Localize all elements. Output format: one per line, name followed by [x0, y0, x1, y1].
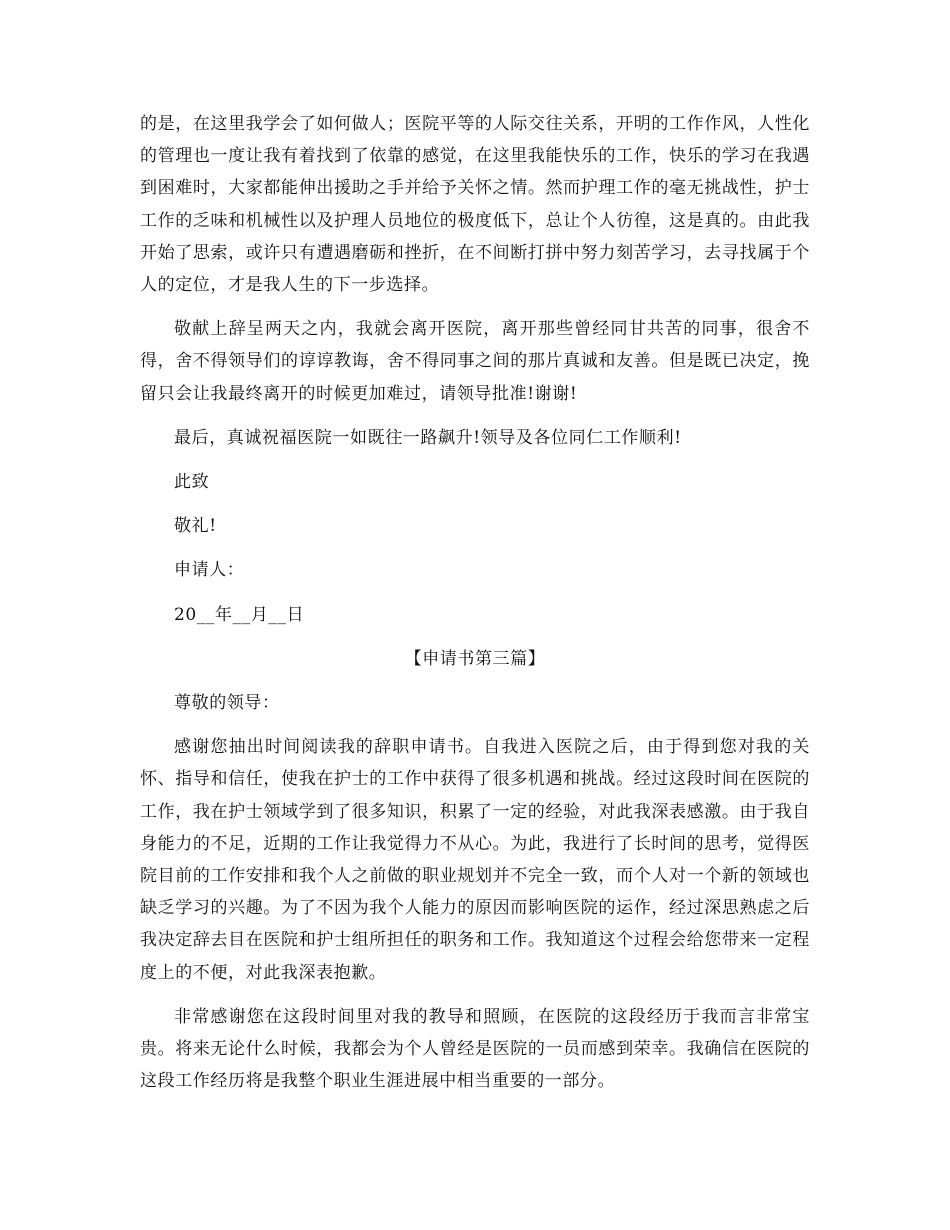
paragraph-continuation: 的是，在这里我学会了如何做人；医院平等的人际交往关系，开明的工作作风，人性化的管理也一度让我有着找到了依靠的感觉，在这里我能快乐的工作，快乐的学习在我遇到困难时，大家都能伸出援助之手并给予关怀之情。然而护理工作的毫无挑战性，护士工作的乏味和机械性以及护理人员地位的极度低下，总让个人彷徨，这是真的。由此我开始了思索，或许只有遭遇磨砺和挫折，在不间断打拼中努力刻苦学习，去寻找属于个人的定位，才是我人生的下一步选择。	[140, 114, 810, 296]
paragraph-resignation-notice: 敬献上辞呈两天之内，我就会离开医院，离开那些曾经同甘共苦的同事，很舍不得，舍不得领导们的谆谆教诲，舍不得同事之间的那片真诚和友善。但是既已决定，挽留只会让我最终离开的时候更加难过，请领导批准!谢谢!	[140, 319, 810, 404]
paragraph-gratitude: 非常感谢您在这段时间里对我的教导和照顾，在医院的这段经历于我而言非常宝贵。将来无论什么时候，我都会为个人曾经是医院的一员而感到荣幸。我确信在医院的这段工作经历将是我整个职业生涯进展中相当重要的一部分。	[140, 1006, 810, 1092]
document-page	[140, 108, 810, 1109]
paragraph-thanks-reason: 感谢您抽出时间阅读我的辞职申请书。自我进入医院之后，由于得到您对我的关怀、指导和信任，使我在护士的工作中获得了很多机遇和挑战。经过这段时间在医院的工作，我在护士领域学到了很多知识，积累了一定的经验，对此我深表感激。由于我自身能力的不足，近期的工作让我觉得力不从心。为此，我进行了长时间的思考，觉得医院目前的工作安排和我个人之前做的职业规划并不完全一致，而个人对一个新的领域也缺乏学习的兴趣。为了不因为我个人能力的原因而影响医院的运作，经过深思熟虑之后我决定辞去目在医院和护士组所担任的职务和工作。我知道这个过程会给您带来一定程度上的不便，对此我深表抱歉。	[140, 737, 810, 983]
closing-salutation: 此致	[174, 472, 210, 493]
section-heading: 【申请书第三篇】	[404, 648, 546, 669]
date-line: 20__年__月__日	[174, 604, 305, 625]
greeting: 尊敬的领导：	[174, 693, 280, 714]
applicant-label: 申请人：	[174, 560, 245, 581]
paragraph-best-wishes: 最后，真诚祝福医院一如既往一路飙升!领导及各位同仁工作顺利!	[174, 427, 682, 448]
closing-respect: 敬礼!	[174, 516, 217, 537]
